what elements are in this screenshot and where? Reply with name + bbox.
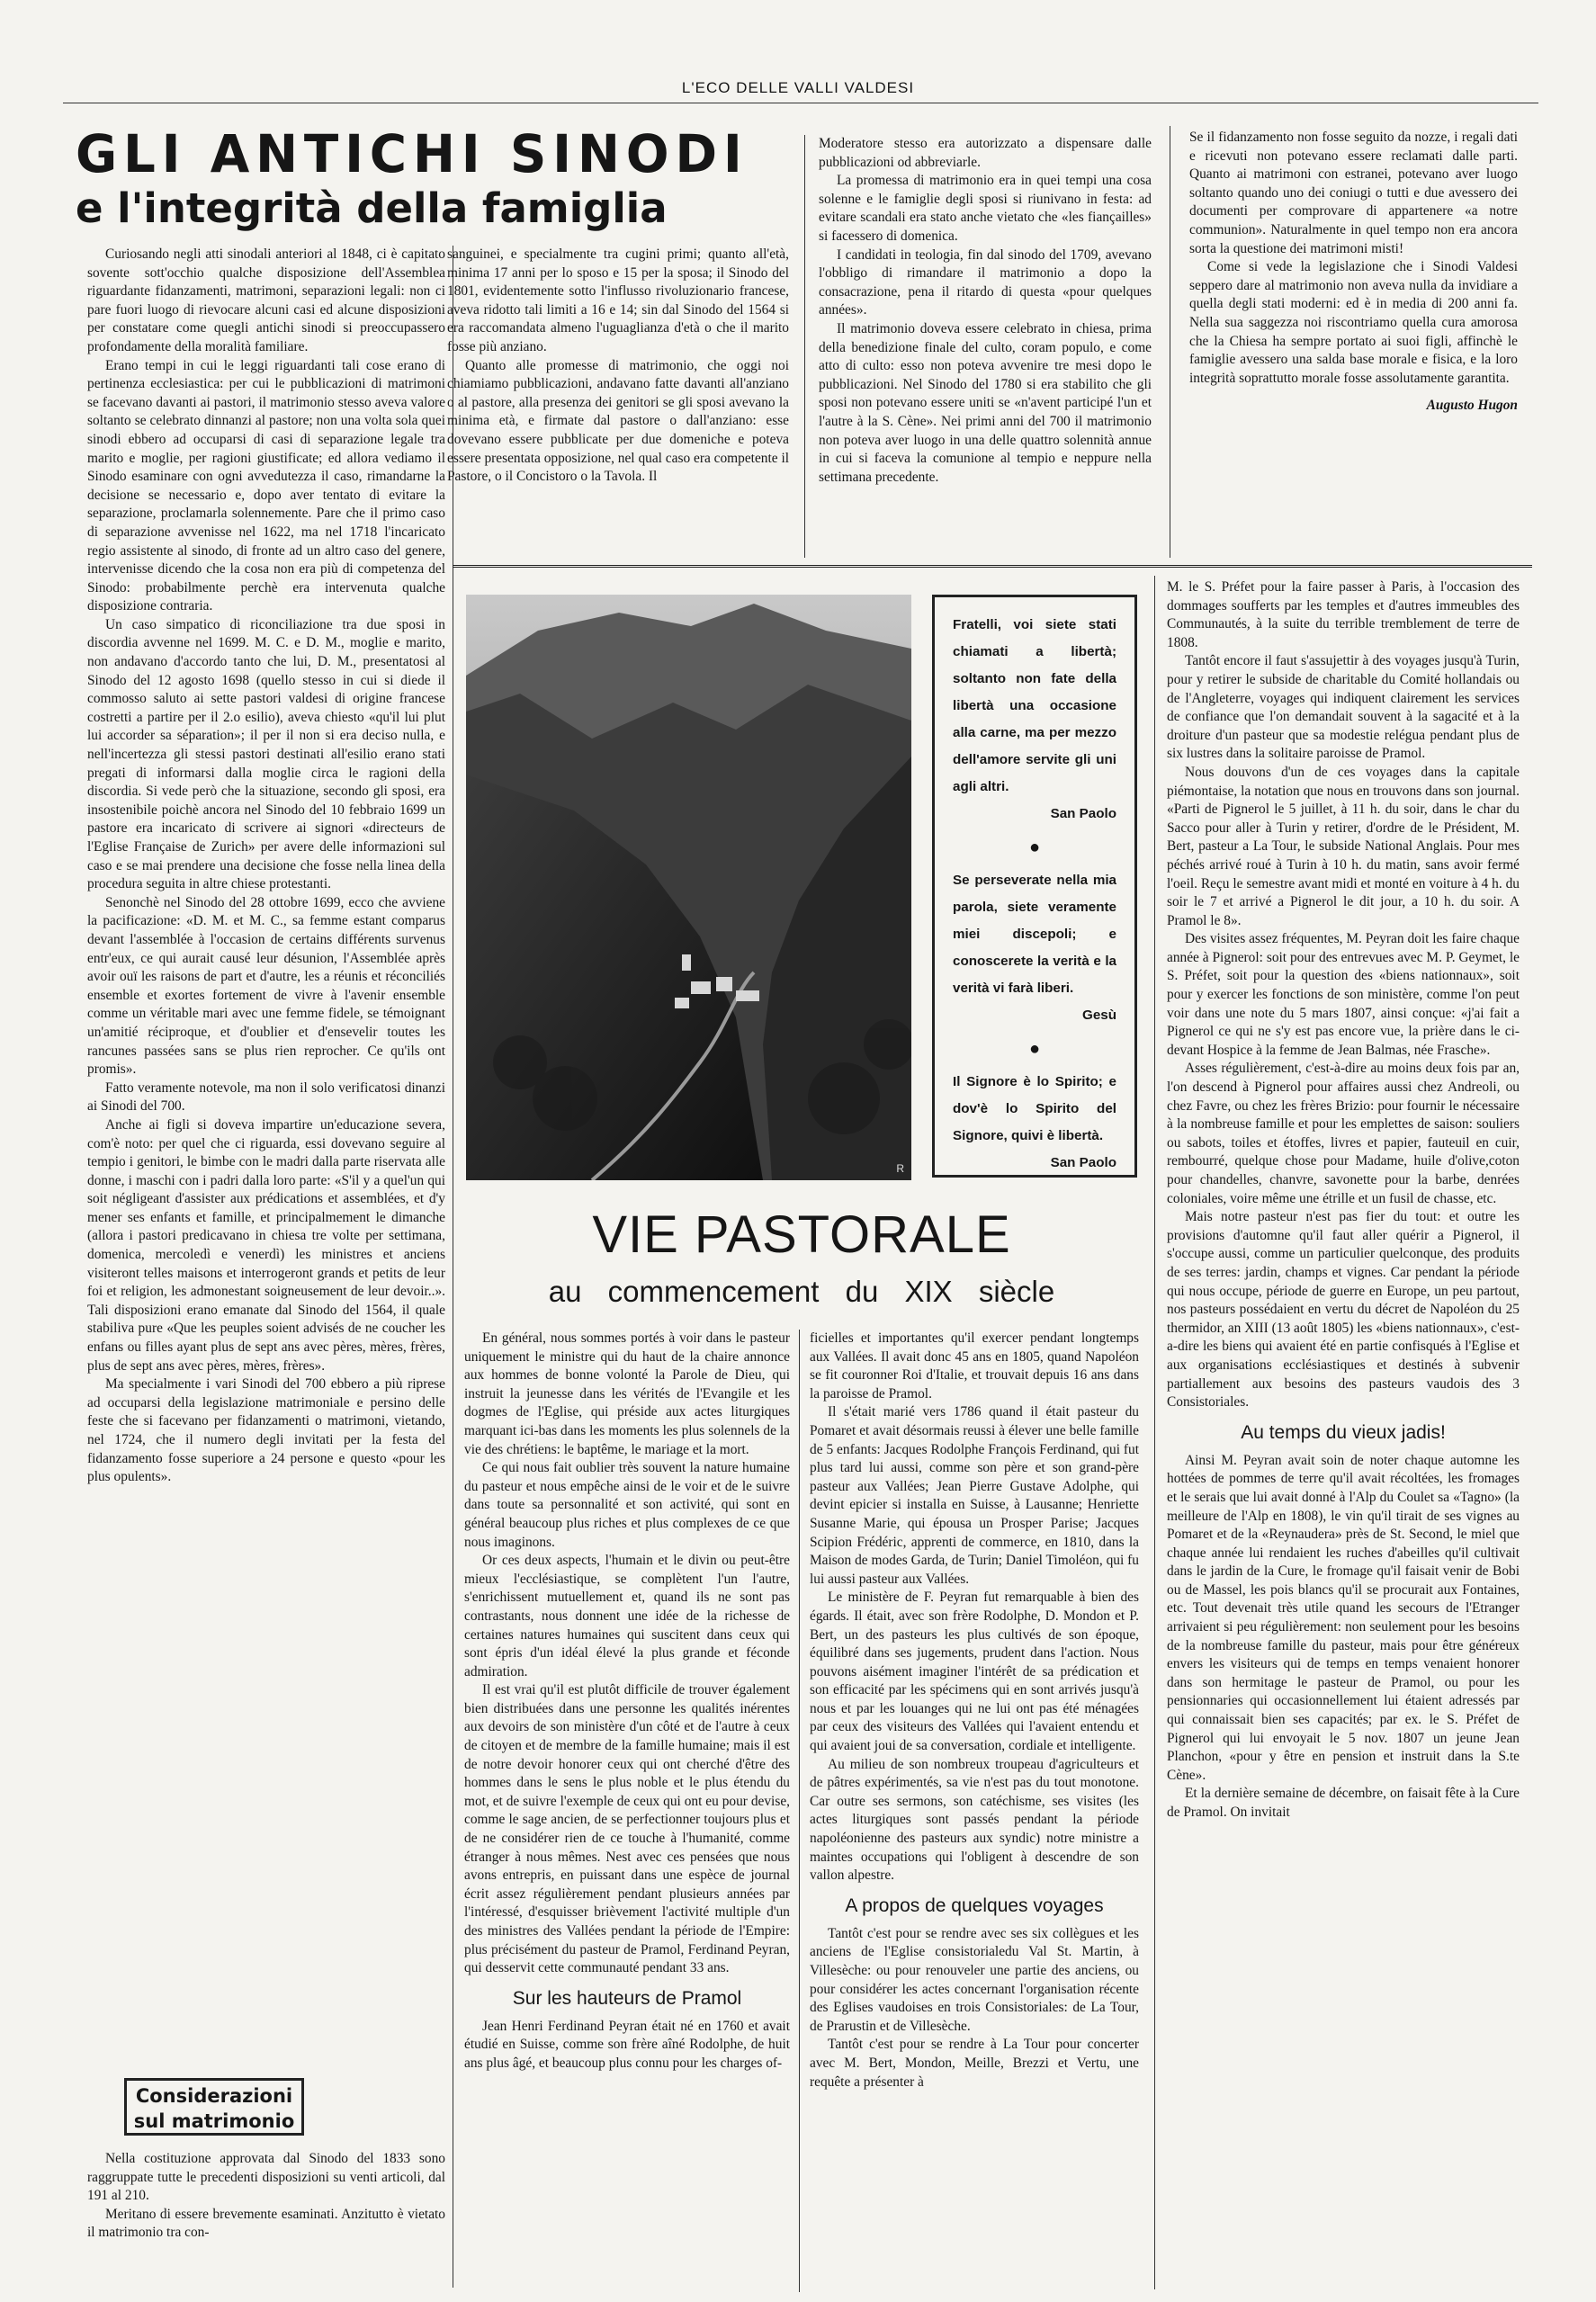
paragraph: Un caso simpatico di riconciliazione tra due sposi in discordia avvenne nel 1699. M. C. e D. M., moglie e marito, non andavano d'accordo tanto che lui, D. M., presentatosi al Sinodo del 12 agosto 1698 (quello stesso in cui si diede il commosso saluto ai sette pastori valdesi di origine francese costretti a partire per il 2.o esilio), aveva chiesto «qu'il lui plut lui accorder sa séparation»; il per il non si era deciso nulla, e nell'incertezza gli stessi pastori destinati all'esilio erano stati pregati di informarsi dalla moglie circa le ragioni della discordia. Si vede però che la situazione, secondo gli sposi, era insostenibile poichè ancora nel Sinodo del 10 febbraio 1699 un pastore era incaricato di scrivere ai signori «directeurs de l'Eglise Française de Zurich» per avere delle informazioni sul caso e se mai prendere una decisione che fosse nella linea della procedura seguita in altre chiese protestanti. <box>87 616 445 892</box>
vie-pastorale-title: VIE PASTORALE <box>592 1205 1011 1264</box>
paragraph: Mais notre pasteur n'est pas fier du tout: et outre les provisions d'automne qu'il faut aller quérir a Pignerol, il s'occupe aussi, comme un particulier quelconque, des produits de ses terres: jardin, champs et vignes. Car pendant la période qui nous occupe, période de guerre en Europe, un peu partout, nos pasteurs possédaient en vertu du décret de Napoléon du 25 thermidor, an XIII (13 août 1805) les «biens nationnaux», c'est-a-dire les biens qui avaient été en partie confisqués à l'Eglise et aux organisations ecclésiastiques et destinés à subvenir partiallement aux besoins des pasteurs vaudois des 3 Consistoriales. <box>1167 1209 1520 1411</box>
article-column-2 <box>447 246 789 554</box>
paragraph: Quanto alle promesse di matrimonio, che oggi noi chiamiamo pubblicazioni, andavano fatte davanti all'anziano o al pastore, alla presenza dei genitori se gli sposi avevano la minima età, e firmate dal pastore o dall'anziano: esse dovevano essere pubblicate per due domeniche e poteva essere presentata opposizione, nel qual caso era competente il Pastore, o il Concistoro o la Tavola. Il <box>447 357 789 485</box>
paragraph: sanguinei, e specialmente tra cugini primi; quanto all'età, minima 17 anni per lo sposo e 15 per la sposa; il Sinodo del 1801, evidentemente sotto l'influsso rivoluzionario francese, aveva ridotto tali limiti a 16 e 14; sin dal Sinodo del 1564 si era raccomandata almeno l'uguaglianza d'età o che il marito fosse più anziano. <box>447 246 789 354</box>
section-rule <box>453 565 1532 570</box>
photo-credit: R <box>896 1162 904 1175</box>
paragraph: Se il fidanzamento non fosse seguito da nozze, i regali dati e ricevuti non potevano essere reclamati dalle parti. Quanto ai matrimoni con estranei, potevano aver luogo soltanto quando uno dei coniugi o tutti e due avessero dei documenti per comprovare di appartenere «a notre communion». Naturalmente in quel tempo non era ancora sorta la questione dei matrimoni misti! <box>1189 130 1518 256</box>
column-rule <box>799 1330 800 2292</box>
considerazioni-title-2: sul matrimonio <box>133 2110 295 2132</box>
paragraph: Fatto veramente notevole, ma non il solo verificatosi dinanzi ai Sinodi del 700. <box>87 1079 445 1115</box>
paragraph: Or ces deux aspects, l'humain et le divin ou peut-être mieux l'ecclésiastique, se complètent l'un l'autre, s'enrichissent mutuellement et, quand ils ne sont pas contrastants, nous donnent une idée de la richesse de certaines natures humaines qui suscitent dans ceux qui sont épris d'un idéal élevé la plus grande et féconde admiration. <box>464 1553 790 1679</box>
quote-separator-dot: ● <box>1028 1039 1041 1059</box>
vie-column-c <box>1167 578 1520 2297</box>
paragraph: Tantôt c'est pour se rendre avec ses six collègues et les anciens de l'Eglise consistorialedu Val St. Martin, à Villesèche: ou pour renouveler une partie des anciens, ou pour considérer les actes concernant l'organisation récente des Eglises vaudoises en trois Consistoriales: de La Tour, de Prarustin et de Villesèche. <box>810 1925 1139 2034</box>
quote-source: Gesù <box>1082 1008 1116 1023</box>
paragraph: Nous douvons d'un de ces voyages dans la capitale piémontaise, la notation que nous en trouvons dans son journal. «Parti de Pignerol le 5 juillet, à 11 h. du soir, dans le char du Sacco pour aller à Turin y retirer, d'ordre de le Président, M. Bert, pasteur a La Tour, le subside National Anglais. Pour mes péchés arrivé roué à Turin à 10 h. du matin, sans avoir fermé l'oeil. Reçu le semestre avant midi et monté en voiture à 4 h. du soir le 7 et arrivé a Pignerol le dit jour, a 10 h. du soir. A Pramol le 8». <box>1167 764 1520 928</box>
mountain-landscape-image <box>466 595 911 1180</box>
article-column-4 <box>1189 129 1518 551</box>
paragraph: Erano tempi in cui le leggi riguardanti tali cose erano di pertinenza ecclesiastica: per cui le pubblicazioni di matrimoni se facevano davanti ai pastori, il matrimonio stesso aveva valore soltanto se celebrato dinnanzi al pastore; non una volta sola quei sinodi ebbero ad occuparsi di casi di separazione legale tra marito e moglie, per ragioni giustificate; ed allora vediamo il Sinodo esaminare con ogni avvedutezza il caso, rimandarne la decisione se necessario e, dopo aver tentato di evitare la separazione, proclamarla solennemente. Pare che il primo caso di separazione avvenisse nel 1622, ma nel 1718 l'incaricato regio assistente al sinodo, di fronte ad un altro caso del genere, intervenisse dicendo che la cosa non era più di competenza del Sinodo: probabilmente perchè era intervenuta qualche disposizione contraria. <box>87 357 445 614</box>
paragraph: Anche ai figli si doveva impartire un'educazione severa, com'è noto: per quel che ci riguarda, essi dovevano seguire al tempio i genitori, le bimbe con le madri dalla parte riservata alle donne, i maschi con i padri dalla loro parte: «S'il y a quel'un qui soit négligeant d'assister aux prédications et assemblées, et d'y mener ses enfants et famille, et principalmement le dimanche (allora i pastori predicavano in chiesa tre volte per settimana, domenica, mercoledì e venerdì) les ministres et anciens visiteront telles maisons et interrogeront grands et petits de leur foi et religion, les admonestant soigneusement de leur devoir..». Tali disposizioni erano emanate dal Sinodo del 1564, il quale stabiliva pure «Que les peuples soient advisés de ne coucher les enfans ou filles ayant plus de sept ans avec pères, mères, frères, plus de sept ans avec pères, mères, frères». <box>87 1116 445 1374</box>
column-rule <box>1154 576 1155 2289</box>
considerazioni-title-1: Considerazioni <box>135 2085 293 2107</box>
paragraph: Ainsi M. Peyran avait soin de noter chaque automne les hottées de pommes de terre qu'il avait récoltées, les fromages et le serais que lui avait donné à l'Alp du Coulet sa «Tagno» (la meilleure de l'Alp en 1808), le vin qu'il tirait de ses vignes au Pomaret et de la «Reynaudera» près de St. Second, le miel que chaque année lui rendaient les ruches d'abeilles qu'il cultivait dans le jardin de la Cure, le fromage qu'il faisait venir de Bobi ou de Massel, les pois blancs qu'il se procurait aux Fontaines, etc. Tout devenait très utile quand les secours de l'Etranger arrivaient si peu régulièrement: non seulement pour les besoins de la nombreuse famille du pasteur, mais pour être généreux envers les visiteurs qui de temps en temps venaient honorer dans son hermitage le pasteur de Pramol, ou pour les pensionnaries qui occasionnellement lui étaient adressés par qui connaissait bien ses capacités; par ex. le S. Préfet de Pignerol qui lui envoyait le 5 nov. 1807 un jeune Jean Planchon, «pour y être en pension et instruit dans la S.te Cène». <box>1167 1452 1520 1783</box>
paragraph: Jean Henri Ferdinand Peyran était né en 1760 et avait étudié en Suisse, comme son frère aîné Rodolphe, de huit ans plus âgé, et beaucoup plus connu pour les charges of- <box>464 2018 790 2071</box>
article-signature: Augusto Hugon <box>1426 398 1518 414</box>
considerazioni-box <box>124 2078 304 2136</box>
paragraph: Meritano di essere brevemente esaminati. Anzitutto è vietato il matrimonio tra con- <box>87 2206 445 2241</box>
paragraph: Come si vede la legislazione che i Sinodi Valdesi seppero dare al matrimonio non aveva nulla da invidiare a quella degli stati moderni: ed è in media di 200 anni fa. Nella sua saggezza noi riscontriamo quella cura amorosa che la Chiesa ha sempre portato ai suoi figli, affinchè le famiglie avessero una salda base morale e fisica, e la loro integrità soprattutto morale fosse assolutamente garantita. <box>1189 259 1518 386</box>
column-rule <box>804 135 805 558</box>
paragraph: Il matrimonio doveva essere celebrato in chiesa, prima della benedizione finale del culto, coram populo, e come atto di culto: esso non poteva avvenire tre mesi dopo le pubblicazioni. Nel Sinodo del 1780 si era stabilito che gli sposi non potevano essere uniti se «n'avent participé l'un et l'autre à la S. Cène». Nei primi anni del 700 il matrimonio non poteva aver luogo in una delle quattro solennità annue in cui si faceva la comunione al tempio e neppure nella settimana precedente. <box>819 320 1152 485</box>
section-heading-voyages: A propos de quelques voyages <box>845 1894 1104 1916</box>
paragraph: Au milieu de son nombreux troupeau d'agriculteurs et de pâtres expérimentés, sa vie n'est pas du tout monotone. Car outre ses sermons, son catéchisme, ses visites (les actes liturgiques sont passés pendant la période napoléonienne des pasteurs aux syndic) notre ministre a maintes occupations qui l'obligent à descendre de son vallon alpestre. <box>810 1756 1139 1884</box>
paragraph: Asses régulièrement, c'est-à-dire au moins deux fois par an, l'on descend à Pignerol pour affaires aussi chez Andreoli, ou chez Favre, ou chez les frères Brizio: pour fournir le nécessaire à la nombreuse famille et pour les emplettes de saison: souliers ou sabots, toiles et étoffes, livres et papier, fauteuil en cuir, rembourré, quelque chose pour Madame, huile d'olive,coton pour chandelles, chanvre, savonette pour la barbe, denrées coloniales, voire même une étrille et un fusil de chasse, etc. <box>1167 1061 1520 1206</box>
paragraph: Tantôt encore il faut s'assujettir à des voyages jusqu'à Turin, pour y retirer le subside de charitable du Comité hollandais ou de l'Angleterre, voyages qui indiquent clairement les services de confiance que l'on demandait souvent à la sagacité et à la droiture d'un pasteur que sa modestie relégua pendant plus de six lustres dans la solitaire paroisse de Pramol. <box>1167 653 1520 762</box>
paragraph: Ma specialmente i vari Sinodi del 700 ebbero a più riprese ad occuparsi della legislazione matrimoniale e persino delle feste che si facevano per fidanzamenti o matrimoni, vietando, nel 1724, che il numero degli invitati per la festa del fidanzamento fosse superiore a 24 persone e questo «pour les plus opulents». <box>87 1376 445 1485</box>
quotes-box <box>932 595 1137 1178</box>
quote-text: Fratelli, voi siete stati chiamati a libertà; soltanto non fate della libertà una occasione alla carne, ma per mezzo dell'amore servite gli uni agli altri. <box>953 617 1116 794</box>
quote-source: San Paolo <box>1050 1155 1116 1170</box>
paragraph: Des visites assez fréquentes, M. Peyran doit les faire chaque année à Pignerol: soit pour des entrevues avec M. P. Geymet, le S. Préfet, soit pour la question des «biens nationnaux», soit pour y exercer les fonctions de son ministère, comme l'on peut voir dans une note du 5 mars 1807, ainsi conçue: «j'ai fait a Pignerol ce qui ne s'y est pas encore vue, la prière dans le ci-devant Hospice à la femme de Jean Balmas, née Frasche». <box>1167 931 1520 1058</box>
paragraph: ficielles et importantes qu'il exercer pendant longtemps aux Vallées. Il avait donc 45 ans en 1805, quand Napoléon se fit couronner Roi d'Italie, et trouvait depuis 16 ans dans la paroisse de Pramol. <box>810 1330 1139 1402</box>
considerazioni-text <box>87 2150 445 2294</box>
paragraph: Tantôt c'est pour se rendre à La Tour pour concerter avec M. Bert, Mondon, Meille, Brezzi et Vertu, une requête a présenter à <box>810 2037 1139 2090</box>
quote-text: Il Signore è lo Spirito; e dov'è lo Spirito del Signore, quivi è libertà. <box>953 1074 1116 1143</box>
quote-text: Se perseverate nella mia parola, siete veramente miei discepoli; e conoscerete la verità e la verità vi farà liberi. <box>953 873 1116 996</box>
paragraph: I candidati in teologia, fin dal sinodo del 1709, avevano l'obbligo di rimandare il matrimonio a dopo la consacrazione, pena il ritardo di questa «pour quelques années». <box>819 246 1152 318</box>
section-heading-hauteurs: Sur les hauteurs de Pramol <box>512 1987 742 2009</box>
quote-separator-dot: ● <box>1028 837 1041 857</box>
vie-column-a <box>464 1330 790 2297</box>
page-edge-smudge <box>0 9 1596 36</box>
quote-source: San Paolo <box>1050 806 1116 821</box>
vie-pastorale-subtitle: au commencement du XIX siècle <box>548 1275 1055 1308</box>
vie-column-b <box>810 1330 1139 2297</box>
paragraph: Senonchè nel Sinodo del 28 ottobre 1699, ecco che avviene la pacificazione: «D. M. et M. C., sa femme estant comparus devant l'assemblée à l'occasion de certains différents survenus entr'eux, ce qui aurait causé leur désunion, l'Assemblée après avoir ouï les raisons de part et d'autre, les a réunis et réconciliés ensemble et exortes fortement de vivre à l'avenir ensemble comme un véritable mari avec une femme fidele, se témoignant un'amitié réciproque, et d'oublier et d'ensevelir toutes les rancunes passées sans se plus rien reprocher. Ce qu'ils ont promis». <box>87 894 445 1078</box>
article-column-3 <box>819 135 1152 558</box>
paragraph: Curiosando negli atti sinodali anteriori al 1848, ci è capitato sovente sott'occhio qualche disposizione dell'Assemblea riguardante fidanzamenti, matrimoni, separazioni legali: non ci pare fuori luogo di rievocare alcuni casi ed alcune disposizioni per constatare come quegli antichi sinodi si preoccupassero profondamente della moralità familiare. <box>87 246 445 354</box>
paragraph: Moderatore stesso era autorizzato a dispensare dalle pubblicazioni od abbreviarle. <box>819 136 1152 170</box>
paragraph: Il est vrai qu'il est plutôt difficile de trouver également bien distribuées dans une personne les qualités inérentes aux devoirs de son ministère d'un côté et de l'autre à ceux de citoyen et de membre de la famille humaine; mais il est de notre devoir honorer ceux qui ont cherché d'être des hommes dans le sens le plus noble et le plus étendu du mot, et de suivre l'exemple de ceux qui ont eu pour devise, comme le sage ancien, de se perfectionner toujours plus et de ne considérer rien de ce touche à l'humanité, comme étranger à nous mêmes. Nest avec ces pensées que nous avons entrepris, en puissant dans une espèce de journal écrit assez régulièrement pendant plusieurs années par l'intéressé, d'esquisser brièvement l'activité multiple d'un des ministres des Vallées pendant la période de l'Empire: plus précisément du pasteur de Pramol, Ferdinand Peyran, qui desservit cette communauté pendant 33 ans. <box>464 1682 790 1976</box>
paragraph: Nella costituzione approvata dal Sinodo del 1833 sono raggruppate tutte le precedenti disposizioni su venti articoli, dal 191 al 210. <box>87 2151 445 2204</box>
paragraph: Et la dernière semaine de décembre, on faisait fête à la Cure de Pramol. On invitait <box>1167 1786 1520 1820</box>
paragraph: Ce qui nous fait oublier très souvent la nature humaine du pasteur et nous empêche ainsi de le voir et de le suivre dans toute sa personnalité et son activité, qui sont en général beaucoup plus riches et plus complexes de ce que nous imaginons. <box>464 1460 790 1550</box>
section-heading-jadis: Au temps du vieux jadis! <box>1241 1421 1446 1443</box>
paragraph: En général, nous sommes portés à voir dans le pasteur uniquement le ministre qui du haut de la chaire annonce aux hommes de bonne volonté la Parole de Dieu, qui instruit la jeunesse dans les vérités de l'Evangile et les dogmes de l'Eglise, qui préside aux actes liturgiques marquant ici-bas dans les moments les plus solennels de la vie des chrétiens: le baptême, le mariage et la mort. <box>464 1330 790 1457</box>
paragraph: La promessa di matrimonio era in quei tempi una cosa solenne e le famiglie degli sposi si riunivano in festa: ad evitare scandali era stato anche vietato che «les fiançailles» si facessero di domenica. <box>819 173 1152 244</box>
paragraph: M. le S. Préfet pour la faire passer à Paris, à l'occasion des dommages soufferts par les temples et d'autres immeubles des Communautés, à la suite du terrible tremblement de terre de 1808. <box>1167 579 1520 650</box>
running-head: L'ECO DELLE VALLI VALDESI <box>681 79 915 96</box>
paragraph: Il s'était marié vers 1786 quand il était pasteur du Pomaret et avait désormais reussi à élever une belle famille de 5 enfants: Jacques Rodolphe François Ferdinand, qui fut plus tard lui aussi, comme son père et son grand-père pasteur aux Vallées; Jean Pierre Gustave Adolphe, qui devint epicier si installa en Suisse, à Lausanne; Henriette Susanne Marie, qui épousa un Prosper Parise; Jacques Scipion Frédéric, apprenti de commerce, en 1810, dans la Maison de modes Garda, de Turin; Daniel Timoléon, qui fu lui aussi pasteur aux Vallées. <box>810 1404 1139 1587</box>
article-subtitle: e l'integrità della famiglia <box>76 184 668 232</box>
article-column-1 <box>87 246 445 1694</box>
paragraph: Le ministère de F. Peyran fut remarquable à bien des égards. Il était, avec son frère Rodolphe, D. Mondon et P. Bert, un des pasteurs les plus cultivés de son époque, équilibré dans ses jugements, prudent dans l'action. Nous pouvons aisément imaginer l'intérêt de sa prédication et son efficacité par les spécimens qui en sont arrivés jusqu'à nous et par les louanges qui ne lui ont pas été ménagées par ceux des visiteurs des Vallées qui l'avaient entendu et qui avaient joui de sa conversation, cordiale et intelligente. <box>810 1590 1139 1754</box>
mountain-village-photo <box>466 595 911 1180</box>
article-title: GLI ANTICHI SINODI <box>76 123 749 184</box>
